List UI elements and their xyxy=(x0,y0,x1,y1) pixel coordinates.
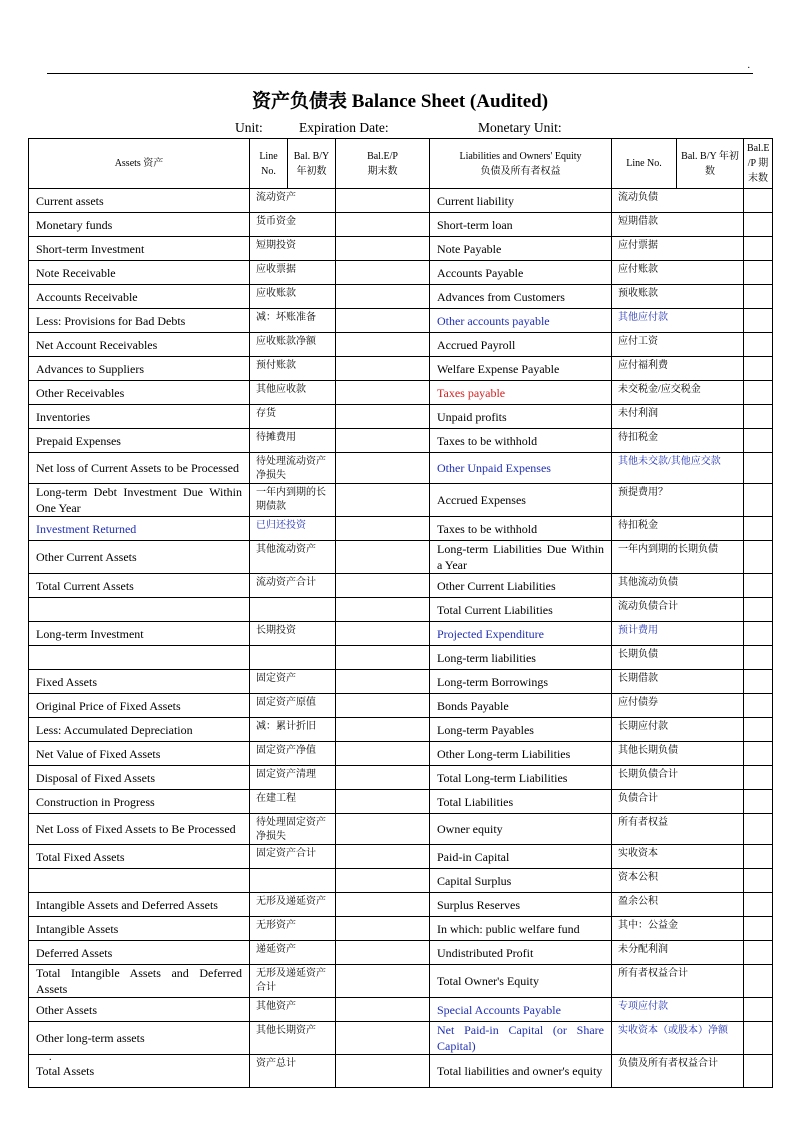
asset-name: Net Value of Fixed Assets xyxy=(29,742,250,766)
table-row xyxy=(29,694,773,718)
liability-bal-e xyxy=(744,357,773,381)
asset-name: Intangible Assets xyxy=(29,917,250,941)
asset-bal-ep xyxy=(336,893,430,917)
liability-chinese-name: 负债合计 xyxy=(612,790,744,814)
table-row xyxy=(29,237,773,261)
asset-bal-ep xyxy=(336,598,430,622)
liability-name: Current liability xyxy=(430,189,612,213)
liability-chinese-name: 应付账款 xyxy=(612,261,744,285)
asset-name: Deferred Assets xyxy=(29,941,250,965)
asset-chinese-name: 应收账款净额 xyxy=(250,333,336,357)
asset-chinese-name: 减：累计折旧 xyxy=(250,718,336,742)
asset-bal-ep xyxy=(336,622,430,646)
liability-name: Total Liabilities xyxy=(430,790,612,814)
table-row xyxy=(29,189,773,213)
liability-name: Welfare Expense Payable xyxy=(430,357,612,381)
balance-sheet-table xyxy=(28,138,773,1088)
liability-bal-e xyxy=(744,965,773,998)
liability-chinese-name: 所有者权益 xyxy=(612,814,744,845)
asset-bal-ep xyxy=(336,694,430,718)
liability-bal-e xyxy=(744,869,773,893)
asset-chinese-name: 其他资产 xyxy=(250,998,336,1022)
asset-name: Other Current Assets xyxy=(29,541,250,574)
liability-name: Total Current Liabilities xyxy=(430,598,612,622)
asset-chinese-name: 一年内到期的长期债款 xyxy=(250,484,336,517)
table-row xyxy=(29,213,773,237)
liability-bal-e xyxy=(744,381,773,405)
asset-bal-ep xyxy=(336,1022,430,1055)
liability-chinese-name: 其他流动负债 xyxy=(612,574,744,598)
asset-name: Fixed Assets xyxy=(29,670,250,694)
liability-bal-e xyxy=(744,429,773,453)
col-header-line-no: Line No. xyxy=(250,139,288,189)
asset-name: Total Intangible Assets and Deferred Assets xyxy=(29,965,250,998)
liability-name: Owner equity xyxy=(430,814,612,845)
asset-bal-ep xyxy=(336,189,430,213)
liability-bal-e xyxy=(744,814,773,845)
table-row xyxy=(29,541,773,574)
liability-name: Total liabilities and owner's equity xyxy=(430,1055,612,1088)
liability-bal-e xyxy=(744,1022,773,1055)
liability-bal-e xyxy=(744,694,773,718)
table-row xyxy=(29,670,773,694)
asset-chinese-name: 短期投资 xyxy=(250,237,336,261)
asset-bal-ep xyxy=(336,429,430,453)
liability-name: Accrued Expenses xyxy=(430,484,612,517)
liability-bal-e xyxy=(744,237,773,261)
asset-name: Net Loss of Fixed Assets to Be Processed xyxy=(29,814,250,845)
liability-chinese-name: 专项应付款 xyxy=(612,998,744,1022)
asset-name: Total Assets xyxy=(29,1055,250,1088)
table-row xyxy=(29,1055,773,1088)
liability-chinese-name: 资本公积 xyxy=(612,869,744,893)
monetary-unit-label: Monetary Unit: xyxy=(478,120,562,135)
asset-bal-ep xyxy=(336,670,430,694)
liability-bal-e xyxy=(744,622,773,646)
asset-name: Other long-term assets xyxy=(29,1022,250,1055)
asset-name: Investment Returned xyxy=(29,517,250,541)
table-row xyxy=(29,646,773,670)
col-header-bal-by-right: Bal. B/Y 年初数 xyxy=(677,139,744,189)
asset-name: Other Assets xyxy=(29,998,250,1022)
table-row xyxy=(29,405,773,429)
liability-name: Long-term Payables xyxy=(430,718,612,742)
asset-chinese-name: 存货 xyxy=(250,405,336,429)
liability-bal-e xyxy=(744,646,773,670)
asset-name: Other Receivables xyxy=(29,381,250,405)
liability-chinese-name: 长期借款 xyxy=(612,670,744,694)
table-row xyxy=(29,766,773,790)
asset-chinese-name: 资产总计 xyxy=(250,1055,336,1088)
liability-chinese-name: 应付票据 xyxy=(612,237,744,261)
asset-bal-ep xyxy=(336,718,430,742)
header-rule xyxy=(47,73,753,74)
table-row xyxy=(29,1022,773,1055)
liability-bal-e xyxy=(744,453,773,484)
asset-chinese-name: 待摊费用 xyxy=(250,429,336,453)
liability-chinese-name: 长期应付款 xyxy=(612,718,744,742)
table-row xyxy=(29,598,773,622)
liability-bal-e xyxy=(744,541,773,574)
asset-bal-ep xyxy=(336,405,430,429)
asset-bal-ep xyxy=(336,917,430,941)
asset-chinese-name: 其他应收款 xyxy=(250,381,336,405)
asset-chinese-name: 流动资产合计 xyxy=(250,574,336,598)
liability-bal-e xyxy=(744,670,773,694)
asset-name: Total Current Assets xyxy=(29,574,250,598)
table-row xyxy=(29,893,773,917)
asset-chinese-name: 递延资产 xyxy=(250,941,336,965)
liability-bal-e xyxy=(744,718,773,742)
asset-chinese-name xyxy=(250,646,336,670)
liability-bal-e xyxy=(744,998,773,1022)
table-row xyxy=(29,357,773,381)
liability-chinese-name: 实收资本（或股本）净额 xyxy=(612,1022,744,1055)
liability-chinese-name: 所有者权益合计 xyxy=(612,965,744,998)
liability-chinese-name: 其中：公益金 xyxy=(612,917,744,941)
asset-chinese-name: 预付账款 xyxy=(250,357,336,381)
liability-bal-e xyxy=(744,517,773,541)
liability-chinese-name: 盈余公积 xyxy=(612,893,744,917)
asset-chinese-name xyxy=(250,598,336,622)
table-row xyxy=(29,285,773,309)
liability-name: Short-term loan xyxy=(430,213,612,237)
asset-name: Advances to Suppliers xyxy=(29,357,250,381)
table-row xyxy=(29,429,773,453)
liability-name: Taxes to be withhold xyxy=(430,517,612,541)
asset-chinese-name: 待处理固定资产净损失 xyxy=(250,814,336,845)
asset-name: Net loss of Current Assets to be Processed xyxy=(29,453,250,484)
liability-bal-e xyxy=(744,189,773,213)
liability-chinese-name: 预提费用？ xyxy=(612,484,744,517)
asset-bal-ep xyxy=(336,941,430,965)
asset-bal-ep xyxy=(336,790,430,814)
liability-chinese-name: 待扣税金 xyxy=(612,429,744,453)
table-row xyxy=(29,941,773,965)
liability-bal-e xyxy=(744,213,773,237)
liability-name: Advances from Customers xyxy=(430,285,612,309)
table-row xyxy=(29,381,773,405)
col-header-line-no-right: Line No. xyxy=(612,139,677,189)
asset-bal-ep xyxy=(336,541,430,574)
asset-chinese-name: 无形及递延资产 xyxy=(250,893,336,917)
asset-bal-ep xyxy=(336,869,430,893)
liability-name: Long-term Borrowings xyxy=(430,670,612,694)
asset-bal-ep xyxy=(336,1055,430,1088)
asset-name: Total Fixed Assets xyxy=(29,845,250,869)
col-header-bal-e-right: Bal.E /P 期 末数 xyxy=(744,139,773,189)
table-row xyxy=(29,453,773,484)
liability-name: Total Long-term Liabilities xyxy=(430,766,612,790)
asset-name: Long-term Investment xyxy=(29,622,250,646)
table-row xyxy=(29,869,773,893)
liability-chinese-name: 长期负债合计 xyxy=(612,766,744,790)
asset-name: Inventories xyxy=(29,405,250,429)
liability-name: Unpaid profits xyxy=(430,405,612,429)
asset-bal-ep xyxy=(336,646,430,670)
liability-bal-e xyxy=(744,574,773,598)
asset-name: Construction in Progress xyxy=(29,790,250,814)
liability-bal-e xyxy=(744,893,773,917)
asset-bal-ep xyxy=(336,484,430,517)
liability-name: Long-term liabilities xyxy=(430,646,612,670)
asset-chinese-name: 其他长期资产 xyxy=(250,1022,336,1055)
table-row xyxy=(29,622,773,646)
liability-name: Accounts Payable xyxy=(430,261,612,285)
asset-name xyxy=(29,869,250,893)
liability-bal-e xyxy=(744,333,773,357)
asset-bal-ep xyxy=(336,333,430,357)
table-row xyxy=(29,790,773,814)
liability-bal-e xyxy=(744,917,773,941)
liability-chinese-name: 流动负债 xyxy=(612,189,744,213)
asset-name: Intangible Assets and Deferred Assets xyxy=(29,893,250,917)
liability-chinese-name: 待扣税金 xyxy=(612,517,744,541)
liability-name: Taxes payable xyxy=(430,381,612,405)
liability-name: Special Accounts Payable xyxy=(430,998,612,1022)
liability-chinese-name: 其他长期负债 xyxy=(612,742,744,766)
table-row xyxy=(29,333,773,357)
liability-bal-e xyxy=(744,261,773,285)
liability-bal-e xyxy=(744,598,773,622)
liability-chinese-name: 未分配利润 xyxy=(612,941,744,965)
asset-chinese-name: 固定资产净值 xyxy=(250,742,336,766)
liability-chinese-name: 预收账款 xyxy=(612,285,744,309)
asset-bal-ep xyxy=(336,814,430,845)
col-header-bal-ep: Bal.E/P 期末数 xyxy=(336,139,430,189)
liability-bal-e xyxy=(744,285,773,309)
col-header-bal-by: Bal. B/Y 年初数 xyxy=(288,139,336,189)
asset-name: Prepaid Expenses xyxy=(29,429,250,453)
liability-name: Bonds Payable xyxy=(430,694,612,718)
liability-chinese-name: 应付债券 xyxy=(612,694,744,718)
liability-bal-e xyxy=(744,766,773,790)
table-row xyxy=(29,845,773,869)
liability-name: Other Long-term Liabilities xyxy=(430,742,612,766)
table-row xyxy=(29,309,773,333)
liability-name: Capital Surplus xyxy=(430,869,612,893)
asset-bal-ep xyxy=(336,237,430,261)
table-row xyxy=(29,814,773,845)
asset-name xyxy=(29,598,250,622)
asset-chinese-name: 无形资产 xyxy=(250,917,336,941)
asset-name: Current assets xyxy=(29,189,250,213)
liability-chinese-name: 实收资本 xyxy=(612,845,744,869)
liability-chinese-name: 短期借款 xyxy=(612,213,744,237)
liability-name: Note Payable xyxy=(430,237,612,261)
asset-chinese-name: 流动资产 xyxy=(250,189,336,213)
liability-name: Surplus Reserves xyxy=(430,893,612,917)
asset-chinese-name: 固定资产清理 xyxy=(250,766,336,790)
page-title: 资产负债表 Balance Sheet (Audited) xyxy=(251,91,549,112)
table-row xyxy=(29,574,773,598)
liability-name: Long-term Liabilities Due Within a Year xyxy=(430,541,612,574)
asset-name: Short-term Investment xyxy=(29,237,250,261)
liability-bal-e xyxy=(744,845,773,869)
header-dot: . xyxy=(747,60,750,71)
liability-chinese-name: 其他未交款/其他应交款 xyxy=(612,453,744,484)
liability-name: Other Current Liabilities xyxy=(430,574,612,598)
liability-bal-e xyxy=(744,790,773,814)
asset-bal-ep xyxy=(336,309,430,333)
table-row xyxy=(29,261,773,285)
asset-name: Note Receivable xyxy=(29,261,250,285)
liability-chinese-name: 其他应付款 xyxy=(612,309,744,333)
asset-name: Accounts Receivable xyxy=(29,285,250,309)
asset-bal-ep xyxy=(336,574,430,598)
liability-name: Accrued Payroll xyxy=(430,333,612,357)
asset-name: Less: Accumulated Depreciation xyxy=(29,718,250,742)
liability-name: Net Paid-in Capital (or Share Capital) xyxy=(430,1022,612,1055)
asset-name xyxy=(29,646,250,670)
liability-chinese-name: 应付福利费 xyxy=(612,357,744,381)
liability-name: Undistributed Profit xyxy=(430,941,612,965)
asset-name: Less: Provisions for Bad Debts xyxy=(29,309,250,333)
liability-bal-e xyxy=(744,1055,773,1088)
asset-chinese-name: 固定资产原值 xyxy=(250,694,336,718)
asset-chinese-name: 应收账款 xyxy=(250,285,336,309)
liability-bal-e xyxy=(744,742,773,766)
asset-bal-ep xyxy=(336,998,430,1022)
table-row xyxy=(29,998,773,1022)
table-row xyxy=(29,517,773,541)
asset-bal-ep xyxy=(336,742,430,766)
liability-chinese-name: 负债及所有者权益合计 xyxy=(612,1055,744,1088)
asset-chinese-name: 货币资金 xyxy=(250,213,336,237)
asset-name: Net Account Receivables xyxy=(29,333,250,357)
footer-dot: . xyxy=(49,1052,52,1063)
asset-chinese-name: 应收票据 xyxy=(250,261,336,285)
liability-chinese-name: 一年内到期的长期负债 xyxy=(612,541,744,574)
asset-chinese-name: 固定资产 xyxy=(250,670,336,694)
liability-name: Paid-in Capital xyxy=(430,845,612,869)
asset-name: Disposal of Fixed Assets xyxy=(29,766,250,790)
expiration-date-label: Expiration Date: xyxy=(299,120,389,135)
asset-bal-ep xyxy=(336,845,430,869)
asset-chinese-name: 已归还投资 xyxy=(250,517,336,541)
asset-chinese-name: 固定资产合计 xyxy=(250,845,336,869)
liability-bal-e xyxy=(744,309,773,333)
asset-bal-ep xyxy=(336,453,430,484)
table-row xyxy=(29,965,773,998)
asset-chinese-name: 其他流动资产 xyxy=(250,541,336,574)
liability-name: Total Owner's Equity xyxy=(430,965,612,998)
asset-bal-ep xyxy=(336,766,430,790)
asset-bal-ep xyxy=(336,517,430,541)
table-header-row xyxy=(29,139,773,189)
liability-bal-e xyxy=(744,941,773,965)
liability-name: Taxes to be withhold xyxy=(430,429,612,453)
asset-bal-ep xyxy=(336,285,430,309)
table-row xyxy=(29,917,773,941)
liability-name: Other Unpaid Expenses xyxy=(430,453,612,484)
asset-chinese-name xyxy=(250,869,336,893)
asset-bal-ep xyxy=(336,213,430,237)
liability-bal-e xyxy=(744,405,773,429)
liability-chinese-name: 预计费用 xyxy=(612,622,744,646)
table-row xyxy=(29,742,773,766)
table-row xyxy=(29,718,773,742)
liability-name: Projected Expenditure xyxy=(430,622,612,646)
col-header-liabilities: Liabilities and Owners' Equity 负债及所有者权益 xyxy=(430,139,612,189)
liability-chinese-name: 未交税金/应交税金 xyxy=(612,381,744,405)
liability-chinese-name: 流动负债合计 xyxy=(612,598,744,622)
asset-bal-ep xyxy=(336,357,430,381)
liability-chinese-name: 长期负债 xyxy=(612,646,744,670)
asset-chinese-name: 无形及递延资产合计 xyxy=(250,965,336,998)
liability-name: Other accounts payable xyxy=(430,309,612,333)
liability-chinese-name: 应付工资 xyxy=(612,333,744,357)
unit-label: Unit: xyxy=(235,120,263,135)
asset-name: Monetary funds xyxy=(29,213,250,237)
asset-name: Original Price of Fixed Assets xyxy=(29,694,250,718)
liability-name: In which: public welfare fund xyxy=(430,917,612,941)
asset-bal-ep xyxy=(336,965,430,998)
asset-name: Long-term Debt Investment Due Within One Year xyxy=(29,484,250,517)
col-header-assets: Assets 资产 xyxy=(29,139,250,189)
liability-chinese-name: 未付利润 xyxy=(612,405,744,429)
table-row xyxy=(29,484,773,517)
asset-chinese-name: 减：坏账准备 xyxy=(250,309,336,333)
asset-chinese-name: 在建工程 xyxy=(250,790,336,814)
liability-bal-e xyxy=(744,484,773,517)
asset-bal-ep xyxy=(336,381,430,405)
asset-chinese-name: 待处理流动资产净损失 xyxy=(250,453,336,484)
asset-chinese-name: 长期投资 xyxy=(250,622,336,646)
subheader xyxy=(0,120,800,136)
asset-bal-ep xyxy=(336,261,430,285)
